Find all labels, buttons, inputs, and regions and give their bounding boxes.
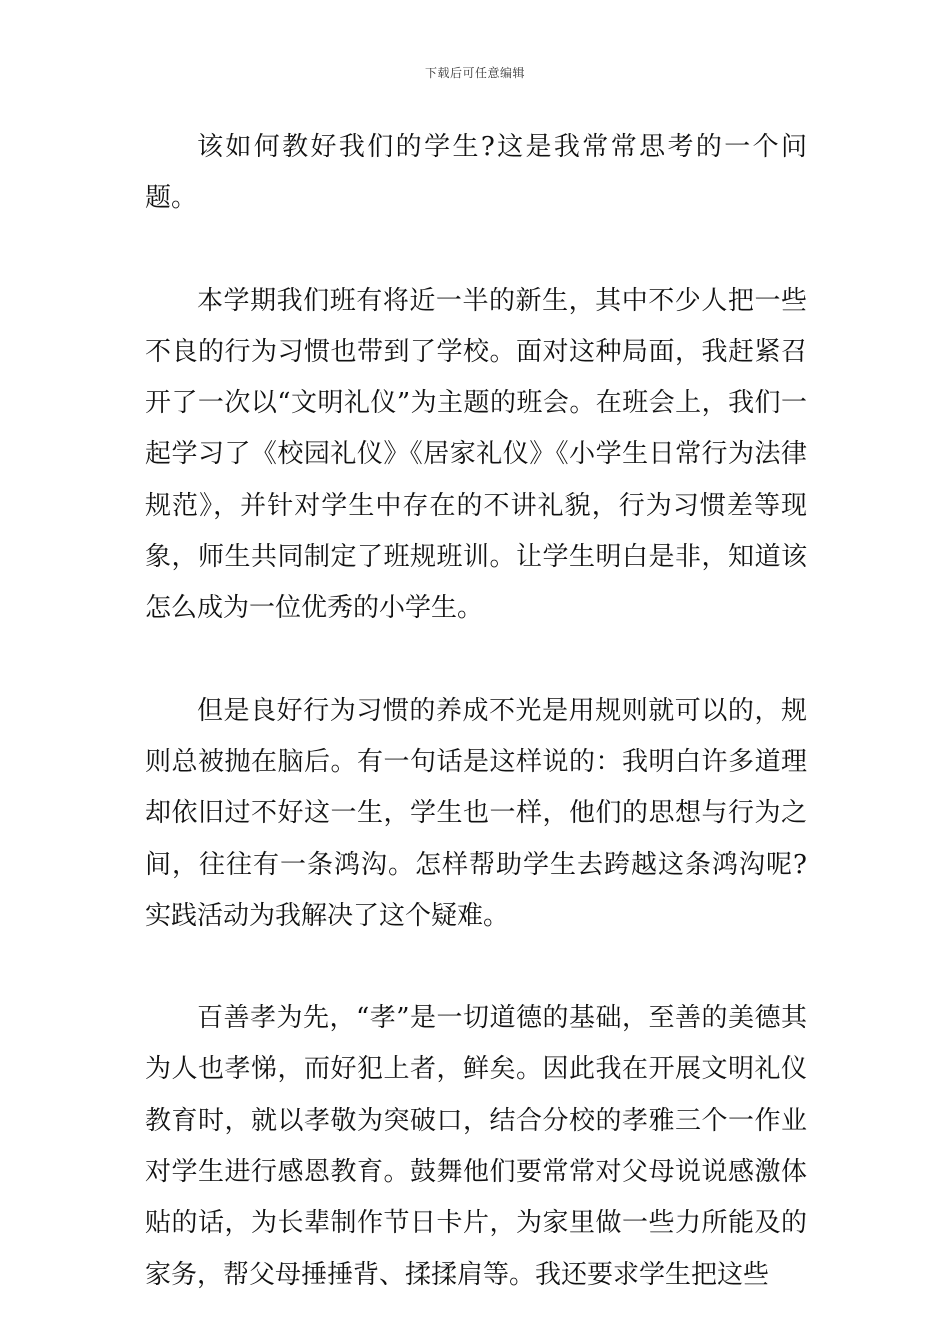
paragraph-3: 但是良好行为习惯的养成不光是用规则就可以的，规则总被抛在脑后。有一句话是这样说的：我明白许多道理却依旧过不好这一生，学生也一样，他们的思想与行为之间，往往有一条鸿沟。怎样帮助学生去跨越这条鸿沟呢?实践活动为我解决了这个疑难。 [145, 695, 807, 931]
document-body [145, 122, 807, 1301]
paragraph-4: 百善孝为先，“孝”是一切道德的基础，至善的美德其为人也孝悌，而好犯上者，鲜矣。因此我在开展文明礼仪教育时，就以孝敬为突破口，结合分校的孝雅三个一作业对学生进行感恩教育。鼓舞他们要常常对父母说说感激体贴的话，为长辈制作节日卡片，为家里做一些力所能及的家务，帮父母捶捶背、揉揉肩等。我还要求学生把这些 [145, 1003, 807, 1290]
paragraph-2: 本学期我们班有将近一半的新生，其中不少人把一些不良的行为习惯也带到了学校。面对这种局面，我赶紧召开了一次以“文明礼仪”为主题的班会。在班会上，我们一起学习了《校园礼仪》《居家礼仪》《小学生日常行为法律规范》，并针对学生中存在的不讲礼貌，行为习惯差等现象，师生共同制定了班规班训。让学生明白是非，知道该怎么成为一位优秀的小学生。 [145, 285, 807, 624]
page-header: 下载后可任意编辑 [424, 66, 525, 80]
paragraph-1: 该如何教好我们的学生?这是我常常思考的一个问题。 [145, 132, 807, 214]
